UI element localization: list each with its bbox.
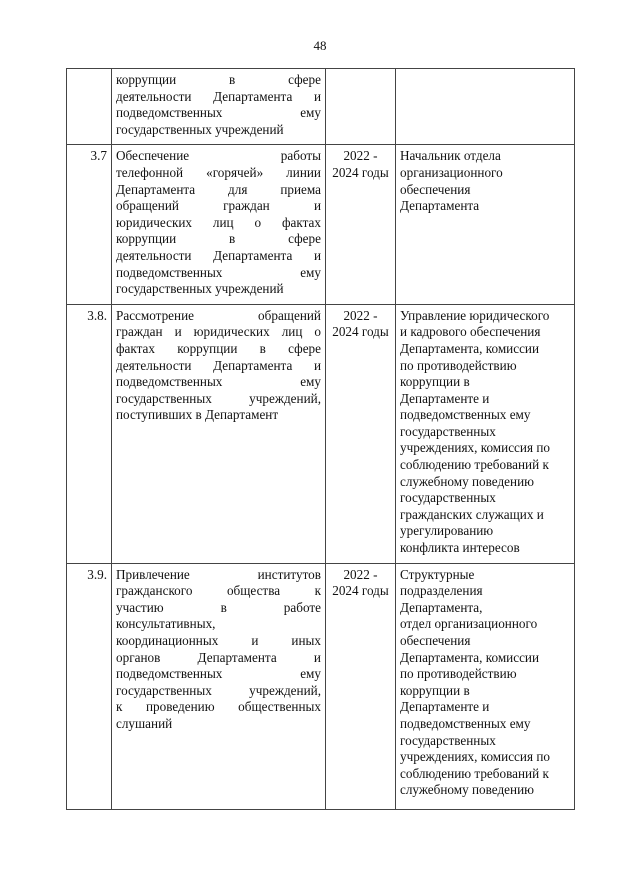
table-row <box>67 145 575 304</box>
text-line: служебному поведению <box>400 782 534 798</box>
measures-table <box>66 68 575 810</box>
text-line: Управление юридического <box>400 307 550 323</box>
text-line: учреждениях, комиссия по <box>400 749 550 765</box>
text-line: фактах коррупции в сфере <box>116 340 321 356</box>
measure-number: 3.9. <box>67 563 112 809</box>
measure-period <box>326 145 396 304</box>
measure-responsible <box>396 69 575 145</box>
text-line: подведомственных ему <box>116 374 321 390</box>
measure-title <box>112 145 326 304</box>
text-line: коррупции в <box>400 682 470 698</box>
text-line: урегулированию <box>400 523 494 539</box>
text-line: подведомственных ему <box>116 105 321 121</box>
measure-responsible <box>396 145 575 304</box>
text-line: 2022 - <box>343 566 378 582</box>
text-line: Департамента для приема <box>116 181 321 197</box>
text-line: Структурные <box>400 566 475 582</box>
text-line: подведомственных ему <box>116 666 321 682</box>
text-line <box>330 89 391 106</box>
text-line: участию в работе <box>116 599 321 615</box>
text-line: Привлечение институтов <box>116 566 321 582</box>
text-line: слушаний <box>116 715 173 731</box>
text-line: консультативных, <box>116 616 216 632</box>
text-line: деятельности Департамента и <box>116 357 321 373</box>
measure-period <box>326 69 396 145</box>
text-line: обеспечения <box>400 633 471 648</box>
table-row <box>67 69 575 145</box>
text-line: координационных и иных <box>116 633 321 648</box>
text-line: обращений граждан и <box>116 198 321 214</box>
text-line: 2022 - <box>343 307 378 323</box>
text-line: Департамента, комиссии <box>400 340 540 356</box>
text-line: Департамента, <box>400 599 483 615</box>
text-line: 2024 годы <box>332 164 389 180</box>
text-line: коррупции в <box>400 374 470 390</box>
text-line: обеспечения <box>400 181 471 197</box>
text-line: гражданских служащих и <box>400 506 544 522</box>
text-line: Департамента <box>400 198 480 214</box>
text-line: граждан и юридических лиц о <box>116 324 321 340</box>
text-line: подведомственных ему <box>400 407 531 423</box>
text-line: и кадрового обеспечения <box>400 324 541 340</box>
text-line: государственных учреждений, <box>116 390 321 406</box>
table-row <box>67 304 575 563</box>
measure-period <box>326 563 396 809</box>
text-line: учреждениях, комиссия по <box>400 440 550 456</box>
text-line: государственных учреждений, <box>116 682 321 698</box>
text-line: Департаменте и <box>400 699 490 715</box>
text-line <box>330 72 391 89</box>
text-line: гражданского общества к <box>116 583 321 599</box>
table-row <box>67 563 575 809</box>
text-line: 2024 годы <box>332 583 389 599</box>
measure-responsible <box>396 563 575 809</box>
text-line: подведомственных ему <box>116 264 321 280</box>
text-line: 2022 - <box>343 148 378 164</box>
measure-number: 3.8. <box>67 304 112 563</box>
text-line: к проведению общественных <box>116 699 321 715</box>
text-line: государственных <box>400 732 496 748</box>
page-number: 48 <box>313 38 327 53</box>
text-line: юридических лиц о фактах <box>116 214 321 230</box>
measure-title <box>112 563 326 809</box>
measure-title <box>112 304 326 563</box>
text-line: 2024 годы <box>332 324 389 340</box>
text-line: государственных <box>400 490 496 506</box>
text-line: Департамента, комиссии <box>400 649 540 665</box>
text-line: органов Департамента и <box>116 649 321 665</box>
measure-number: 3.7 <box>67 145 112 304</box>
text-line: подведомственных ему <box>400 715 531 731</box>
measure-title <box>112 69 326 145</box>
text-line: подразделения <box>400 583 483 599</box>
text-line: коррупции в сфере <box>116 231 321 247</box>
text-line: Департаменте и <box>400 390 490 406</box>
text-line: деятельности Департамента и <box>116 247 321 263</box>
text-line: деятельности Департамента и <box>116 88 321 104</box>
text-line: по противодействию <box>400 666 517 682</box>
text-line: соблюдению требований к <box>400 765 549 781</box>
text-line: соблюдению требований к <box>400 457 549 473</box>
text-line: по противодействию <box>400 357 517 373</box>
text-line: телефонной «горячей» линии <box>116 164 321 180</box>
text-line: конфликта интересов <box>400 540 520 556</box>
text-line: государственных <box>400 423 496 439</box>
text-line: коррупции в сфере <box>116 72 321 87</box>
text-line: организационного <box>400 164 503 180</box>
measure-responsible <box>396 304 575 563</box>
text-line: государственных учреждений <box>116 281 284 297</box>
measure-number <box>67 69 112 145</box>
text-line: государственных учреждений <box>116 121 284 137</box>
text-line: поступивших в Департамент <box>116 407 279 423</box>
text-line: Начальник отдела <box>400 148 501 164</box>
text-line: Рассмотрение обращений <box>116 307 321 323</box>
text-line: отдел организационного <box>400 616 538 632</box>
text-line: Обеспечение работы <box>116 148 321 164</box>
measure-period <box>326 304 396 563</box>
text-line: служебному поведению <box>400 473 534 489</box>
